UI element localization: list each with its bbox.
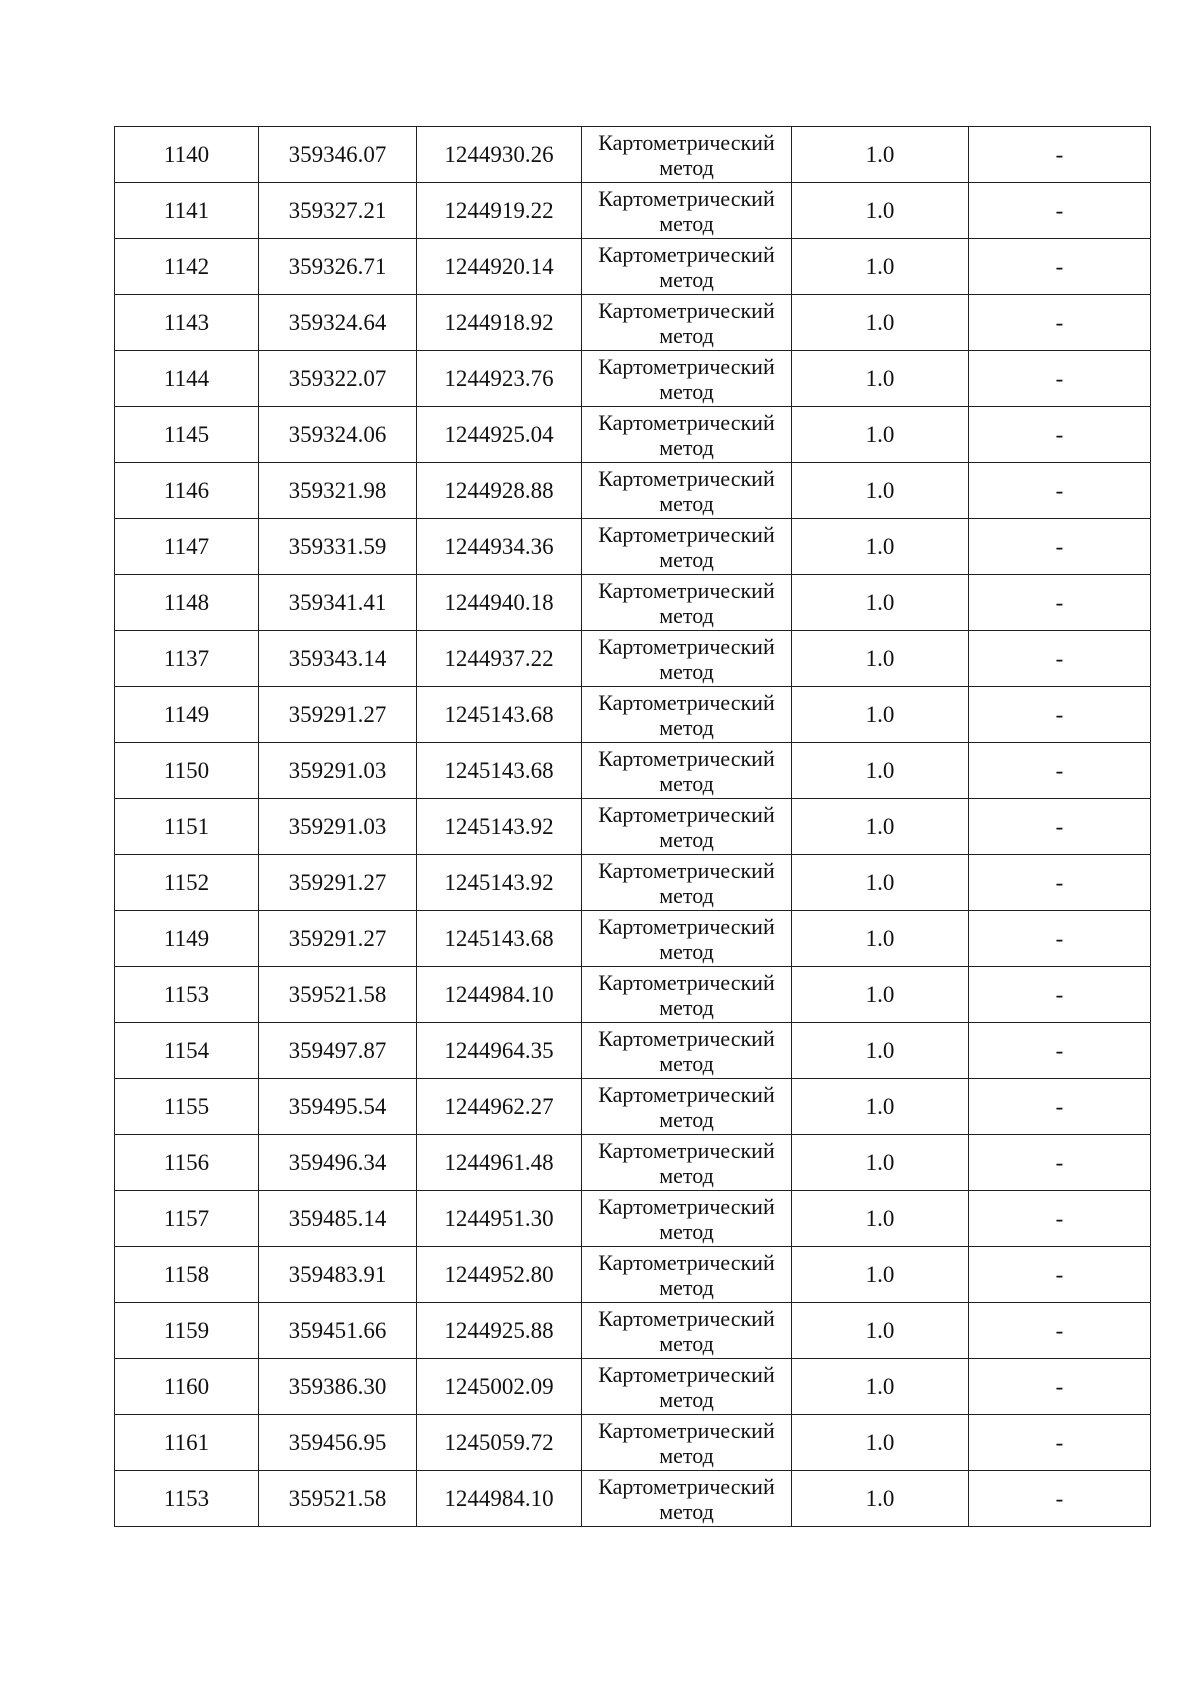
y-coordinate-cell: 1244962.27 — [417, 1079, 582, 1135]
accuracy-cell: 1.0 — [792, 407, 969, 463]
x-coordinate-cell: 359291.03 — [259, 799, 417, 855]
table-row — [115, 1079, 1151, 1135]
table-row — [115, 127, 1151, 183]
point-number-cell: 1160 — [115, 1359, 259, 1415]
y-coordinate-cell: 1245143.68 — [417, 743, 582, 799]
method-cell: Картометрический метод — [582, 127, 792, 183]
x-coordinate-cell: 359386.30 — [259, 1359, 417, 1415]
x-coordinate-cell: 359322.07 — [259, 351, 417, 407]
accuracy-cell: 1.0 — [792, 295, 969, 351]
accuracy-cell: 1.0 — [792, 855, 969, 911]
method-cell: Картометрический метод — [582, 519, 792, 575]
accuracy-cell: 1.0 — [792, 1303, 969, 1359]
point-number-cell: 1137 — [115, 631, 259, 687]
method-cell: Картометрический метод — [582, 799, 792, 855]
method-cell: Картометрический метод — [582, 855, 792, 911]
method-cell: Картометрический метод — [582, 407, 792, 463]
method-cell: Картометрический метод — [582, 967, 792, 1023]
accuracy-cell: 1.0 — [792, 1415, 969, 1471]
y-coordinate-cell: 1245143.92 — [417, 855, 582, 911]
accuracy-cell: 1.0 — [792, 519, 969, 575]
y-coordinate-cell: 1244961.48 — [417, 1135, 582, 1191]
y-coordinate-cell: 1245002.09 — [417, 1359, 582, 1415]
table-row — [115, 1471, 1151, 1527]
method-cell: Картометрический метод — [582, 1415, 792, 1471]
description-cell: - — [969, 1079, 1151, 1135]
y-coordinate-cell: 1244923.76 — [417, 351, 582, 407]
method-cell: Картометрический метод — [582, 239, 792, 295]
point-number-cell: 1145 — [115, 407, 259, 463]
x-coordinate-cell: 359521.58 — [259, 967, 417, 1023]
accuracy-cell: 1.0 — [792, 799, 969, 855]
y-coordinate-cell: 1244928.88 — [417, 463, 582, 519]
table-row — [115, 967, 1151, 1023]
table-row — [115, 295, 1151, 351]
x-coordinate-cell: 359496.34 — [259, 1135, 417, 1191]
y-coordinate-cell: 1244951.30 — [417, 1191, 582, 1247]
accuracy-cell: 1.0 — [792, 967, 969, 1023]
description-cell: - — [969, 1023, 1151, 1079]
table-row — [115, 575, 1151, 631]
point-number-cell: 1154 — [115, 1023, 259, 1079]
point-number-cell: 1147 — [115, 519, 259, 575]
method-cell: Картометрический метод — [582, 743, 792, 799]
description-cell: - — [969, 407, 1151, 463]
description-cell: - — [969, 799, 1151, 855]
accuracy-cell: 1.0 — [792, 575, 969, 631]
table-row — [115, 1359, 1151, 1415]
accuracy-cell: 1.0 — [792, 1191, 969, 1247]
method-cell: Картометрический метод — [582, 463, 792, 519]
accuracy-cell: 1.0 — [792, 1023, 969, 1079]
point-number-cell: 1150 — [115, 743, 259, 799]
point-number-cell: 1155 — [115, 1079, 259, 1135]
point-number-cell: 1158 — [115, 1247, 259, 1303]
table-row — [115, 631, 1151, 687]
method-cell: Картометрический метод — [582, 1135, 792, 1191]
y-coordinate-cell: 1245143.92 — [417, 799, 582, 855]
y-coordinate-cell: 1244934.36 — [417, 519, 582, 575]
x-coordinate-cell: 359291.27 — [259, 855, 417, 911]
y-coordinate-cell: 1244984.10 — [417, 1471, 582, 1527]
point-number-cell: 1157 — [115, 1191, 259, 1247]
method-cell: Картометрический метод — [582, 1079, 792, 1135]
point-number-cell: 1149 — [115, 687, 259, 743]
description-cell: - — [969, 519, 1151, 575]
method-cell: Картометрический метод — [582, 351, 792, 407]
method-cell: Картометрический метод — [582, 1247, 792, 1303]
method-cell: Картометрический метод — [582, 687, 792, 743]
description-cell: - — [969, 575, 1151, 631]
point-number-cell: 1148 — [115, 575, 259, 631]
point-number-cell: 1142 — [115, 239, 259, 295]
accuracy-cell: 1.0 — [792, 631, 969, 687]
method-cell: Картометрический метод — [582, 183, 792, 239]
method-cell: Картометрический метод — [582, 911, 792, 967]
y-coordinate-cell: 1245143.68 — [417, 911, 582, 967]
table-row — [115, 743, 1151, 799]
description-cell: - — [969, 127, 1151, 183]
table-row — [115, 239, 1151, 295]
point-number-cell: 1143 — [115, 295, 259, 351]
x-coordinate-cell: 359321.98 — [259, 463, 417, 519]
method-cell: Картометрический метод — [582, 1471, 792, 1527]
coordinates-table — [114, 126, 1151, 1527]
method-cell: Картометрический метод — [582, 1023, 792, 1079]
accuracy-cell: 1.0 — [792, 183, 969, 239]
description-cell: - — [969, 295, 1151, 351]
table-row — [115, 911, 1151, 967]
table-row — [115, 1023, 1151, 1079]
accuracy-cell: 1.0 — [792, 743, 969, 799]
point-number-cell: 1161 — [115, 1415, 259, 1471]
method-cell: Картометрический метод — [582, 1191, 792, 1247]
table-row — [115, 1303, 1151, 1359]
x-coordinate-cell: 359326.71 — [259, 239, 417, 295]
accuracy-cell: 1.0 — [792, 1359, 969, 1415]
accuracy-cell: 1.0 — [792, 351, 969, 407]
x-coordinate-cell: 359291.03 — [259, 743, 417, 799]
point-number-cell: 1140 — [115, 127, 259, 183]
y-coordinate-cell: 1244984.10 — [417, 967, 582, 1023]
table-row — [115, 1247, 1151, 1303]
description-cell: - — [969, 1303, 1151, 1359]
x-coordinate-cell: 359456.95 — [259, 1415, 417, 1471]
x-coordinate-cell: 359483.91 — [259, 1247, 417, 1303]
x-coordinate-cell: 359451.66 — [259, 1303, 417, 1359]
accuracy-cell: 1.0 — [792, 239, 969, 295]
description-cell: - — [969, 911, 1151, 967]
accuracy-cell: 1.0 — [792, 463, 969, 519]
method-cell: Картометрический метод — [582, 295, 792, 351]
x-coordinate-cell: 359341.41 — [259, 575, 417, 631]
table-row — [115, 519, 1151, 575]
accuracy-cell: 1.0 — [792, 127, 969, 183]
y-coordinate-cell: 1244952.80 — [417, 1247, 582, 1303]
description-cell: - — [969, 1415, 1151, 1471]
x-coordinate-cell: 359521.58 — [259, 1471, 417, 1527]
x-coordinate-cell: 359324.64 — [259, 295, 417, 351]
method-cell: Картометрический метод — [582, 1303, 792, 1359]
description-cell: - — [969, 631, 1151, 687]
table-row — [115, 1415, 1151, 1471]
point-number-cell: 1152 — [115, 855, 259, 911]
table-row — [115, 463, 1151, 519]
accuracy-cell: 1.0 — [792, 687, 969, 743]
description-cell: - — [969, 967, 1151, 1023]
description-cell: - — [969, 183, 1151, 239]
accuracy-cell: 1.0 — [792, 1247, 969, 1303]
description-cell: - — [969, 743, 1151, 799]
table-body — [115, 127, 1151, 1527]
point-number-cell: 1156 — [115, 1135, 259, 1191]
y-coordinate-cell: 1244925.88 — [417, 1303, 582, 1359]
accuracy-cell: 1.0 — [792, 1135, 969, 1191]
y-coordinate-cell: 1244920.14 — [417, 239, 582, 295]
table-row — [115, 1191, 1151, 1247]
x-coordinate-cell: 359346.07 — [259, 127, 417, 183]
table-row — [115, 407, 1151, 463]
accuracy-cell: 1.0 — [792, 911, 969, 967]
accuracy-cell: 1.0 — [792, 1079, 969, 1135]
table-row — [115, 855, 1151, 911]
x-coordinate-cell: 359324.06 — [259, 407, 417, 463]
method-cell: Картометрический метод — [582, 1359, 792, 1415]
y-coordinate-cell: 1244925.04 — [417, 407, 582, 463]
table-row — [115, 687, 1151, 743]
point-number-cell: 1146 — [115, 463, 259, 519]
description-cell: - — [969, 1359, 1151, 1415]
table-row — [115, 351, 1151, 407]
point-number-cell: 1149 — [115, 911, 259, 967]
description-cell: - — [969, 463, 1151, 519]
point-number-cell: 1159 — [115, 1303, 259, 1359]
description-cell: - — [969, 1247, 1151, 1303]
point-number-cell: 1153 — [115, 967, 259, 1023]
description-cell: - — [969, 351, 1151, 407]
point-number-cell: 1141 — [115, 183, 259, 239]
y-coordinate-cell: 1244940.18 — [417, 575, 582, 631]
y-coordinate-cell: 1245143.68 — [417, 687, 582, 743]
x-coordinate-cell: 359495.54 — [259, 1079, 417, 1135]
table-row — [115, 1135, 1151, 1191]
x-coordinate-cell: 359343.14 — [259, 631, 417, 687]
table-row — [115, 183, 1151, 239]
description-cell: - — [969, 1471, 1151, 1527]
description-cell: - — [969, 1135, 1151, 1191]
accuracy-cell: 1.0 — [792, 1471, 969, 1527]
description-cell: - — [969, 1191, 1151, 1247]
x-coordinate-cell: 359291.27 — [259, 911, 417, 967]
x-coordinate-cell: 359331.59 — [259, 519, 417, 575]
y-coordinate-cell: 1245059.72 — [417, 1415, 582, 1471]
y-coordinate-cell: 1244919.22 — [417, 183, 582, 239]
y-coordinate-cell: 1244937.22 — [417, 631, 582, 687]
description-cell: - — [969, 239, 1151, 295]
y-coordinate-cell: 1244964.35 — [417, 1023, 582, 1079]
description-cell: - — [969, 855, 1151, 911]
point-number-cell: 1153 — [115, 1471, 259, 1527]
method-cell: Картометрический метод — [582, 631, 792, 687]
y-coordinate-cell: 1244918.92 — [417, 295, 582, 351]
y-coordinate-cell: 1244930.26 — [417, 127, 582, 183]
point-number-cell: 1144 — [115, 351, 259, 407]
x-coordinate-cell: 359327.21 — [259, 183, 417, 239]
method-cell: Картометрический метод — [582, 575, 792, 631]
x-coordinate-cell: 359291.27 — [259, 687, 417, 743]
x-coordinate-cell: 359497.87 — [259, 1023, 417, 1079]
description-cell: - — [969, 687, 1151, 743]
x-coordinate-cell: 359485.14 — [259, 1191, 417, 1247]
table-row — [115, 799, 1151, 855]
point-number-cell: 1151 — [115, 799, 259, 855]
